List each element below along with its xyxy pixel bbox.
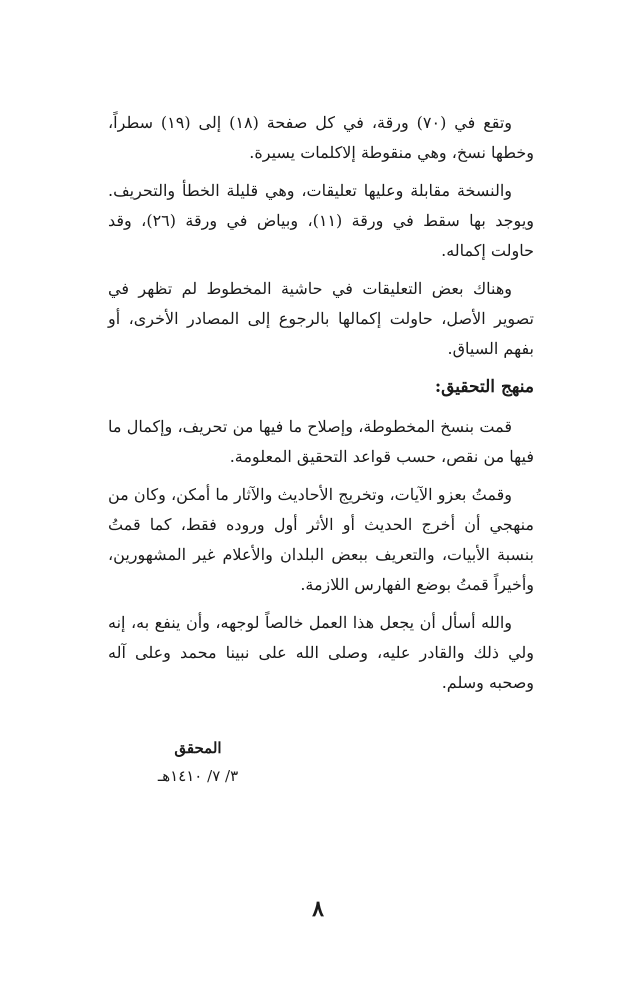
signature-date: ٣/ ٧/ ١٤١٠هـ [157, 767, 239, 785]
paragraph-margin-comments: وهناك بعض التعليقات في حاشية المخطوط لم تظهر في تصوير الأصل، حاولت إكمالها بالرجوع إلى المصادر الأخرى، أو بفهم السياق. [108, 279, 534, 358]
paragraph-manuscript-notes: والنسخة مقابلة وعليها تعليقات، وهي قليلة الخطأ والتحريف. ويوجد بها سقط في ورقة (١١)، وبياض في ورقة (٢٦)، وقد حاولت إكماله. [108, 181, 535, 260]
page-number: ٨ [312, 896, 324, 922]
body-text [108, 108, 534, 706]
section-heading-method: منهج التحقيق: [434, 377, 534, 397]
paragraph-manuscript-description: وتقع في (٧٠) ورقة، في كل صفحة (١٨) إلى (١٩) سطراً، وخطها نسخ، وهي منقوطة إلاكلمات يسيرة. [108, 113, 534, 162]
paragraph-method-references: وقمتُ بعزو الآيات، وتخريج الأحاديث والآثار ما أمكن، وكان من منهجي أن أخرج الحديث أو الأثر أول وروده فقط، كما قمتُ بنسبة الأبيات، والتعريف ببعض البلدان والأعلام غير المشهورين، وأخيراً قمتُ بوضع الفهارس اللازمة. [108, 485, 534, 594]
signature-name: المحقق [174, 739, 222, 757]
paragraph-method-copying: قمت بنسخ المخطوطة، وإصلاح ما فيها من تحريف، وإكمال ما فيها من نقص، حسب قواعد التحقيق المعلومة. [108, 417, 534, 466]
signature-block [148, 734, 248, 790]
paragraph-closing-prayer: والله أسأل أن يجعل هذا العمل خالصاً لوجهه، وأن ينفع به، إنه ولي ذلك والقادر عليه، وصلى الله على نبينا محمد وعلى آله وصحبه وسلم. [108, 613, 534, 692]
